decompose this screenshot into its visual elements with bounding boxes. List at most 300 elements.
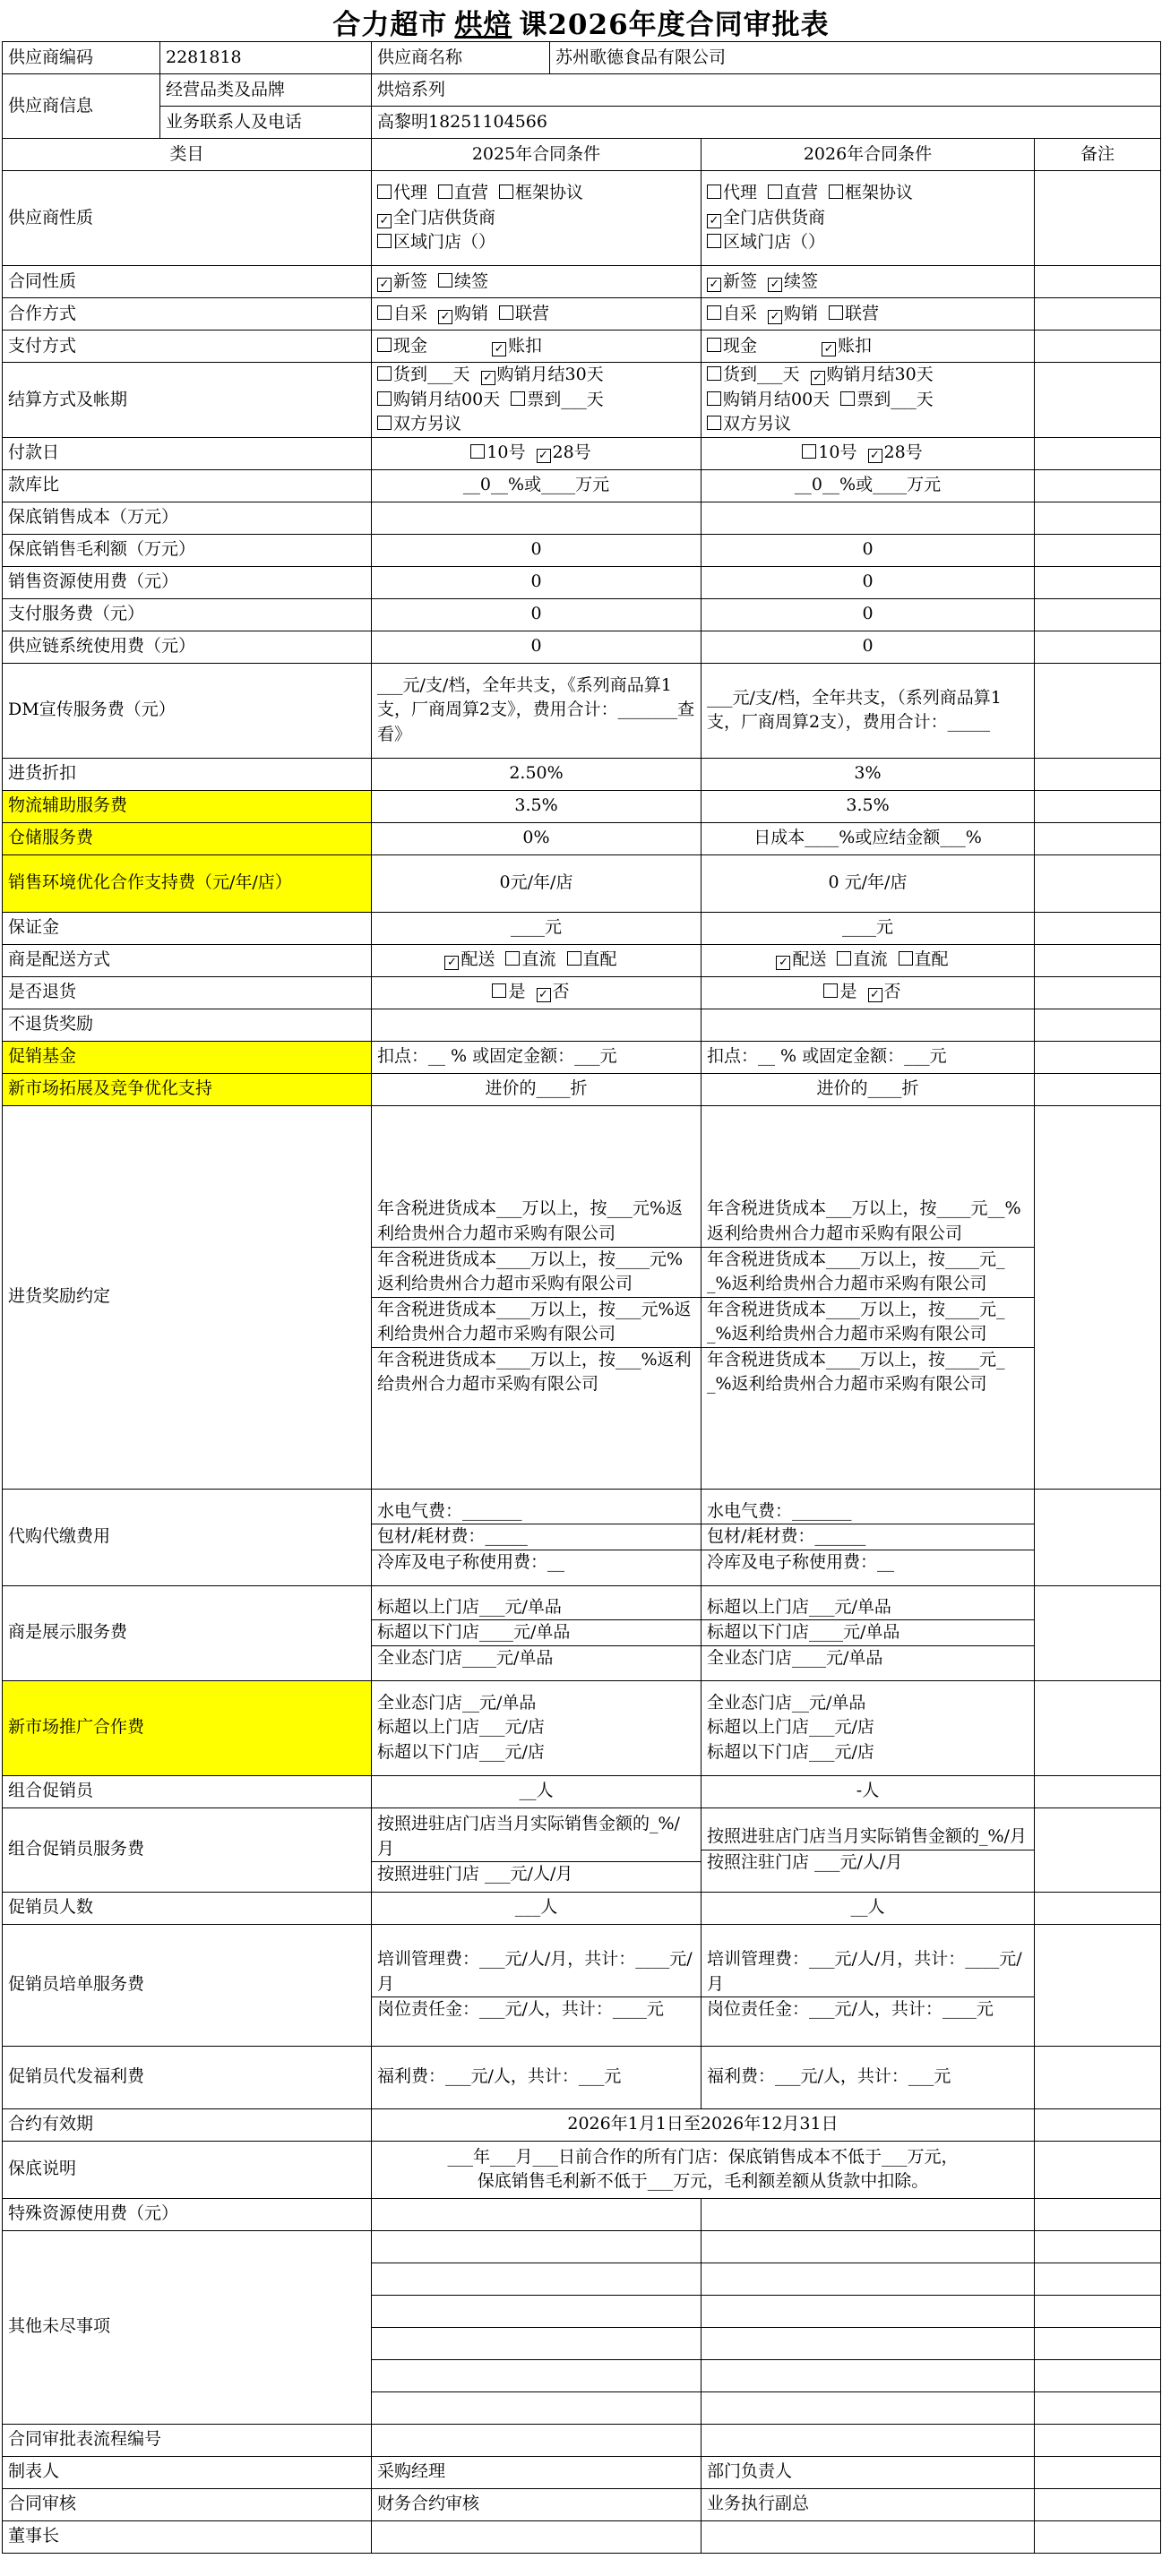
cell-2026: 0 [702,631,1035,663]
settle-option[interactable]: ✓ 购销月结30天 [481,363,604,388]
remark-cell [1035,758,1161,790]
remark-cell [1035,1009,1161,1041]
checkbox-icon[interactable] [823,983,838,998]
table-row [3,331,1161,363]
cell-2026 [702,502,1035,534]
cell [702,2327,1035,2359]
nature-option[interactable]: ✓ 全门店供货商 [377,206,495,231]
row-label: 保底说明 [3,2141,372,2198]
supplier-code: 2281818 [160,42,372,74]
checkbox-icon[interactable] [829,185,843,199]
cell [372,2263,702,2295]
checkbox-icon[interactable]: ✓ [768,310,782,324]
table-row [3,2520,1161,2553]
pay-option[interactable]: ✓ 账扣 [822,334,872,359]
row-label: 组合促销员服务费 [3,1807,372,1892]
checkbox-icon[interactable] [837,951,851,966]
checkbox-icon[interactable]: ✓ [768,278,782,292]
cell-2025: 0 [372,598,702,631]
remark-cell [1035,2198,1161,2230]
fee-line: 标超以下门店____元/单品 [702,1619,1034,1645]
checkbox-icon[interactable] [377,416,392,430]
rebate-tier: 年含税进货成本____万以上，按____元__%返利给贵州合力超市采购有限公司 [702,1247,1034,1297]
pay-option[interactable]: 现金 [707,334,757,359]
remark-cell [1035,1775,1161,1807]
cell-2025: 0 [372,566,702,598]
delivery-option[interactable]: 直流 [837,948,887,973]
checkbox-icon[interactable] [899,951,913,966]
row-label: 销售资源使用费（元） [3,566,372,598]
row-label: 保底销售成本（万元） [3,502,372,534]
cell-2025 [372,1924,702,2046]
row-label: 合作方式 [3,298,372,331]
row-label: 支付方式 [3,331,372,363]
row-label: 促销基金 [3,1041,372,1073]
cell-2026 [702,1009,1035,1041]
settle-option[interactable]: 票到___天 [511,388,604,413]
row-label: 促销员代发福利费 [3,2046,372,2108]
fee-line: 培训管理费：___元/人/月，共计：____元/月 [707,1949,1022,1994]
row-label: 销售环境优化合作支持费（元/年/店） [3,854,372,912]
checkbox-icon[interactable]: ✓ [377,278,392,292]
row-label: 进货奖励约定 [3,1105,372,1489]
cell-2025 [372,1807,702,1892]
cell-2026 [702,1585,1035,1680]
header-item: 类目 [3,139,372,171]
contract-option[interactable]: ✓ 续签 [768,270,818,295]
cell [1035,2520,1161,2553]
table-row [3,2046,1161,2108]
remark-cell [1035,2046,1161,2108]
cell [1035,2295,1161,2327]
checkbox-icon[interactable]: ✓ [707,278,721,292]
checkbox-icon[interactable]: ✓ [868,988,882,1002]
cell-2025: 0% [372,822,702,854]
cell-2026 [702,2198,1035,2230]
checkbox-icon[interactable] [377,185,392,199]
cell-2026: 0 [702,566,1035,598]
cell [1035,2230,1161,2263]
table-row [3,1585,1161,1680]
table-row [3,944,1161,976]
cell-2025 [372,944,702,976]
settle-option[interactable]: 票到___天 [840,388,934,413]
table-row [3,363,1161,438]
checkbox-icon[interactable] [707,366,721,381]
coop-option[interactable]: 自采 [707,302,757,327]
payday-option[interactable]: ✓ 28号 [537,441,591,466]
header-remark: 备注 [1035,139,1161,171]
payday-option[interactable]: ✓ 28号 [868,441,923,466]
nature-option[interactable]: 直营 [438,181,488,206]
cell-2025 [372,976,702,1009]
table-row [3,1489,1161,1585]
coop-option[interactable]: ✓ 购销 [768,302,818,327]
payday-option[interactable]: 10号 [802,441,856,466]
table-row [3,854,1161,912]
settle-option[interactable]: 购销月结00天 [707,388,830,413]
fee-line: 培训管理费：___元/人/月，共计：____元/月 [377,1949,693,1994]
cell-2025: 0 [372,631,702,663]
cell-2026: ___元/支/档，全年共支，（系列商品算1支，厂商周算2支），费用合计：_____ [702,663,1035,758]
table-row [3,2456,1161,2488]
guarantee-note: ___年___月___日前合作的所有门店：保底销售成本不低于___万元， 保底销售毛利新不低于___万元，毛利额差额从货款中扣除。 [372,2141,1035,2198]
cell-2025: ___人 [372,1892,702,1924]
table-row [3,1680,1161,1775]
checkbox-icon[interactable] [438,185,452,199]
cell-2025: 福利费：___元/人，共计：___元 [372,2046,702,2108]
remark-cell [1035,631,1161,663]
checkbox-icon[interactable] [707,305,721,320]
cell-2025 [372,171,702,266]
checkbox-icon[interactable]: ✓ [438,310,452,324]
cell-2026 [702,1807,1035,1892]
supplier-code-label: 供应商编码 [3,42,160,74]
cell-2026: 福利费：___元/人，共计：___元 [702,2046,1035,2108]
cell-2026 [702,437,1035,469]
table-row [3,1009,1161,1041]
remark-cell [1035,2141,1161,2198]
checkbox-icon[interactable] [511,391,525,406]
maker-label: 制表人 [3,2456,372,2488]
checkbox-icon[interactable] [707,391,721,406]
cell-2025 [372,1105,702,1489]
cell-2026: __人 [702,1892,1035,1924]
cell-2026: 扣点：__ % 或固定金额：___元 [702,1041,1035,1073]
pay-option[interactable]: ✓ 账扣 [492,334,542,359]
checkbox-icon[interactable]: ✓ [444,956,459,970]
checkbox-icon[interactable] [802,444,816,459]
delivery-option[interactable]: ✓ 配送 [444,948,495,973]
cell [702,2520,1035,2553]
cell-2025: __人 [372,1775,702,1807]
table-row [3,1105,1161,1489]
cell-2025 [372,1489,702,1585]
checkbox-icon[interactable] [499,185,513,199]
settle-option[interactable]: 货到___天 [707,363,800,388]
row-label: 支付服务费（元） [3,598,372,631]
cell-2025: ___元/支/档，全年共支，《系列商品算1支，厂商周算2支》，费用合计：_______查看》 [372,663,702,758]
checkbox-icon[interactable]: ✓ [492,342,506,356]
cell [372,2391,702,2424]
cell [1035,2391,1161,2424]
table-row [3,1775,1161,1807]
row-label: 不退货奖励 [3,1009,372,1041]
checkbox-icon[interactable] [470,444,485,459]
fee-line: 按照进驻门店 ___元/人/月 [372,1861,701,1887]
fee-line: 标超以上门店___元/单品 [377,1596,562,1617]
remark-cell [1035,2108,1161,2141]
payday-option[interactable]: 10号 [470,441,525,466]
row-label: 仓储服务费 [3,822,372,854]
approval-table-body [3,42,1161,2554]
table-row [3,298,1161,331]
table-row [3,42,1161,74]
row-label: 商是展示服务费 [3,1585,372,1680]
remark-cell [1035,822,1161,854]
checkbox-icon[interactable] [840,391,855,406]
row-label: 保证金 [3,912,372,944]
cell-2026: 进价的____折 [702,1073,1035,1105]
row-label: 商是配送方式 [3,944,372,976]
return-option[interactable]: 是 [492,980,525,1005]
remark-cell [1035,171,1161,266]
nature-option[interactable]: 框架协议 [499,181,583,206]
checkbox-icon[interactable] [829,305,843,320]
table-row [3,1892,1161,1924]
checkbox-icon[interactable]: ✓ [811,371,825,385]
cell-2026: 3% [702,758,1035,790]
table-row [3,2488,1161,2520]
row-label: 供应商性质 [3,171,372,266]
cell-2025: 0 [372,534,702,566]
cell-2025 [372,266,702,298]
contact-value: 高黎明18251104566 [372,107,1161,139]
table-row [3,2198,1161,2230]
cell [372,2520,702,2553]
header-2026: 2026年合同条件 [702,139,1035,171]
rebate-tier: 年含税进货成本____万以上，按____元__%返利给贵州合力超市采购有限公司 [702,1297,1034,1347]
fee-line: 标超以上门店___元/单品 [707,1596,891,1617]
table-row [3,566,1161,598]
row-label: 是否退货 [3,976,372,1009]
cell [372,2230,702,2263]
cell [702,2424,1035,2456]
table-row [3,1807,1161,1892]
cell-2026: 全业态门店__元/单品 标超以上门店___元/店 标超以下门店___元/店 [702,1680,1035,1775]
remark-cell [1035,1892,1161,1924]
row-label: 新市场拓展及竞争优化支持 [3,1073,372,1105]
checkbox-icon[interactable] [377,305,392,320]
delivery-option[interactable]: 直配 [899,948,949,973]
cell-2025: 全业态门店__元/单品 标超以上门店___元/店 标超以下门店___元/店 [372,1680,702,1775]
contract-option[interactable]: ✓ 新签 [377,270,427,295]
checkbox-icon[interactable] [707,338,721,352]
checkbox-icon[interactable] [377,391,392,406]
checkbox-icon[interactable]: ✓ [481,371,495,385]
fee-line: 水电气费：_______ [707,1500,852,1521]
table-row [3,171,1161,266]
row-label: 新市场推广合作费 [3,1680,372,1775]
supplier-name: 供应商名称 苏州歌德食品有限公司 [372,42,1161,74]
nature-option[interactable]: 代理 [377,181,427,206]
cell [372,2327,702,2359]
coop-option[interactable]: 联营 [829,302,879,327]
cell-2025: __0__%或____万元 [372,469,702,502]
flow-no-label: 合同审批表流程编号 [3,2424,372,2456]
nature-option[interactable]: 区域门店（） [707,230,825,255]
table-row [3,758,1161,790]
table-row [3,1073,1161,1105]
fee-line: 按照进驻店门店当月实际销售金额的_%/月 [377,1814,680,1859]
cell [1035,2488,1161,2520]
table-row [3,2108,1161,2141]
contract-option[interactable]: ✓ 新签 [707,270,757,295]
cell [372,2424,702,2456]
checkbox-icon[interactable] [707,416,721,430]
checkbox-icon[interactable]: ✓ [776,956,790,970]
cell-2025 [372,502,702,534]
checkbox-icon[interactable]: ✓ [868,449,882,463]
coop-option[interactable]: ✓ 购销 [438,302,488,327]
row-label: 代购代缴费用 [3,1489,372,1585]
review-label: 合同审核 [3,2488,372,2520]
cell-2025 [372,1585,702,1680]
cell-2026: ____元 [702,912,1035,944]
remark-cell [1035,1105,1161,1489]
return-option[interactable]: 是 [823,980,856,1005]
nature-option[interactable]: 代理 [707,181,757,206]
remark-cell [1035,598,1161,631]
cell-2026 [702,976,1035,1009]
nature-option[interactable]: 直营 [768,181,818,206]
cell [1035,2424,1161,2456]
fee-line: 包材/耗材费：______ [702,1524,1034,1550]
cell-2025: ____元 [372,912,702,944]
fee-line: 标超以下门店____元/单品 [372,1619,701,1645]
remark-cell [1035,1041,1161,1073]
settle-option[interactable]: ✓ 购销月结30天 [811,363,934,388]
remark-cell [1035,854,1161,912]
coop-option[interactable]: 自采 [377,302,427,327]
checkbox-icon[interactable] [707,185,721,199]
brand-label: 经营品类及品牌 [160,74,372,107]
nature-option[interactable]: ✓ 全门店供货商 [707,206,825,231]
rebate-tier: 年含税进货成本____万以上，按____元__%返利给贵州合力超市采购有限公司 [702,1347,1034,1397]
cell-2026 [702,266,1035,298]
checkbox-icon[interactable] [499,305,513,320]
settle-option[interactable]: 购销月结00天 [377,388,500,413]
cell-2026: 3.5% [702,790,1035,822]
row-label: 特殊资源使用费（元） [3,2198,372,2230]
fee-line: 冷库及电子称使用费：__ [702,1550,1034,1576]
remark-cell [1035,502,1161,534]
cell-2026 [702,363,1035,438]
remark-cell [1035,331,1161,363]
title-category: 烘焙 [454,8,512,41]
table-row [3,74,1161,107]
checkbox-icon[interactable] [707,234,721,248]
checkbox-icon[interactable] [377,338,392,352]
dept-head-label: 部门负责人 [702,2456,1035,2488]
finance-label: 财务合约审核 [372,2488,702,2520]
cell-2026 [702,298,1035,331]
fee-line: 冷库及电子称使用费：__ [372,1550,701,1576]
remark-cell [1035,1680,1161,1775]
settle-option[interactable]: 货到___天 [377,363,470,388]
cell-2026: 日成本____%或应结金额___% [702,822,1035,854]
row-label: 促销员培单服务费 [3,1924,372,2046]
coop-option[interactable]: 联营 [499,302,549,327]
nature-option[interactable]: 框架协议 [829,181,913,206]
return-option[interactable]: ✓ 否 [868,980,901,1005]
table-row [3,139,1161,171]
row-label: 合约有效期 [3,2108,372,2141]
remark-cell [1035,1073,1161,1105]
fee-line: 按照注驻门店 ___元/人/月 [702,1850,1034,1876]
checkbox-icon[interactable]: ✓ [377,214,392,228]
cell [1035,2327,1161,2359]
delivery-option[interactable]: 直流 [505,948,555,973]
checkbox-icon[interactable]: ✓ [822,342,836,356]
settle-option[interactable]: 双方另议 [377,412,461,437]
table-row [3,598,1161,631]
checkbox-icon[interactable] [492,983,506,998]
brand-value: 烘焙系列 [372,74,1161,107]
cell-2026 [702,1489,1035,1585]
cell-2026 [702,331,1035,363]
checkbox-icon[interactable]: ✓ [707,214,721,228]
checkbox-icon[interactable]: ✓ [537,449,551,463]
cell-2025 [372,2198,702,2230]
pay-option[interactable]: 现金 [377,334,427,359]
validity-value: 2026年1月1日至2026年12月31日 [372,2108,1035,2141]
delivery-option[interactable]: 直配 [567,948,617,973]
remark-cell [1035,1585,1161,1680]
fee-line: 岗位责任金：___元/人，共计：____元 [702,1996,1034,2022]
row-label: 组合促销员 [3,1775,372,1807]
remark-cell [1035,1924,1161,2046]
cell [702,2230,1035,2263]
vp-label: 业务执行副总 [702,2488,1035,2520]
settle-option[interactable]: 双方另议 [707,412,791,437]
cell-2025 [372,363,702,438]
cell [1035,2456,1161,2488]
table-row [3,107,1161,139]
cell-2026 [702,1924,1035,2046]
return-option[interactable]: ✓ 否 [537,980,570,1005]
checkbox-icon[interactable] [377,366,392,381]
remark-cell [1035,566,1161,598]
cell [702,2263,1035,2295]
cell-2026: __0__%或____万元 [702,469,1035,502]
remark-cell [1035,944,1161,976]
table-row [3,2141,1161,2198]
cell [1035,2263,1161,2295]
table-row [3,534,1161,566]
row-label: 其他未尽事项 [3,2230,372,2424]
cell [702,2295,1035,2327]
rebate-tier: 年含税进货成本____万以上，按___元%返利给贵州合力超市采购有限公司 [372,1297,701,1347]
checkbox-icon[interactable] [768,185,782,199]
row-label: 款库比 [3,469,372,502]
remark-cell [1035,912,1161,944]
cell-2025: 0元/年/店 [372,854,702,912]
title-prefix: 合力超市 [332,8,448,41]
table-row [3,631,1161,663]
checkbox-icon[interactable] [505,951,520,966]
cell [372,2359,702,2391]
checkbox-icon[interactable] [377,234,392,248]
checkbox-icon[interactable] [438,273,452,288]
cell-2025 [372,1009,702,1041]
remark-cell [1035,790,1161,822]
approval-table [2,41,1161,2554]
checkbox-icon[interactable] [567,951,581,966]
fee-line: 全业态门店____元/单品 [372,1645,701,1671]
supplier-name-label: 供应商名称 [372,42,550,74]
delivery-option[interactable]: ✓ 配送 [776,948,826,973]
cell-2026: 0 元/年/店 [702,854,1035,912]
remark-cell [1035,437,1161,469]
nature-option[interactable]: 区域门店（） [377,230,495,255]
rebate-tier: 年含税进货成本___万以上，按___元%返利给贵州合力超市采购有限公司 [377,1198,684,1243]
checkbox-icon[interactable]: ✓ [537,988,551,1002]
remark-cell [1035,363,1161,438]
fee-line: 全业态门店____元/单品 [702,1645,1034,1671]
table-row [3,437,1161,469]
contract-option[interactable]: 续签 [438,270,488,295]
